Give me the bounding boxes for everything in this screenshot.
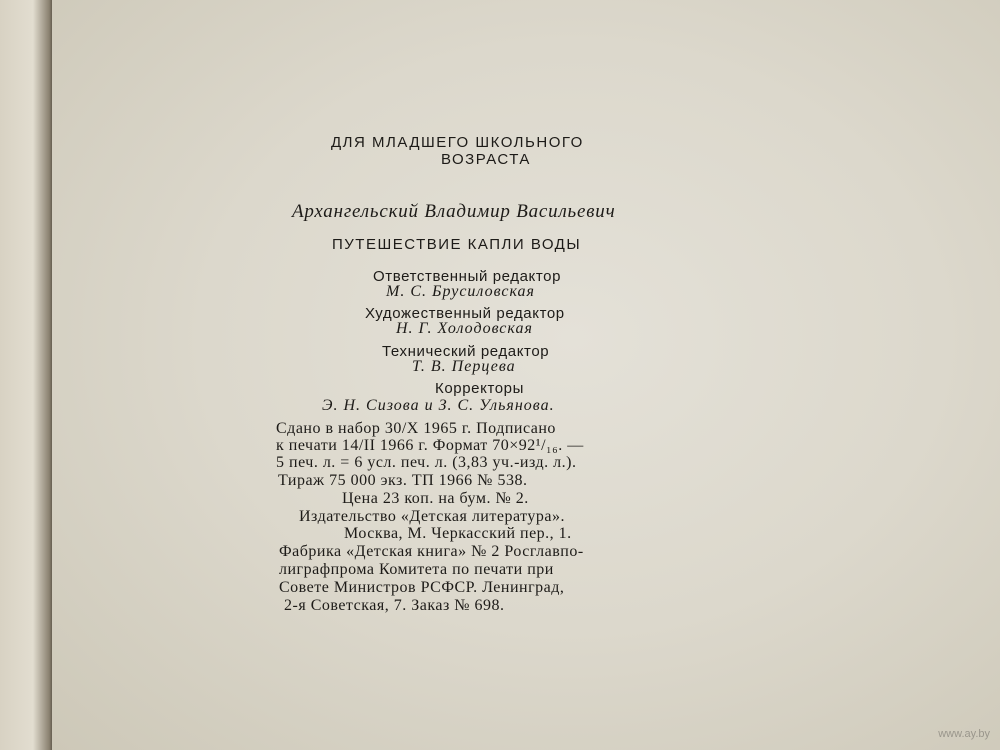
credit-role-1: Ответственный редактор	[373, 268, 562, 285]
audience-line-1: ДЛЯ МЛАДШЕГО ШКОЛЬНОГО	[331, 134, 584, 151]
imprint-line-8: Фабрика «Детская книга» № 2 Росглавпо-	[279, 543, 584, 560]
imprint-line-11: 2-я Советская, 7. Заказ № 698.	[284, 597, 505, 614]
credit-name-3: Т. В. Перцева	[412, 358, 516, 375]
credit-role-2: Художественный редактор	[365, 305, 565, 322]
credit-name-2: Н. Г. Холодовская	[396, 320, 533, 337]
imprint-line-4: Тираж 75 000 экз. ТП 1966 № 538.	[278, 472, 528, 489]
credit-role-3: Технический редактор	[382, 343, 550, 360]
credit-name-1: М. С. Брусиловская	[386, 283, 535, 300]
imprint-line-10: Совете Министров РСФСР. Ленинград,	[279, 579, 565, 596]
imprint-line-2: к печати 14/II 1966 г. Формат 70×92¹/₁₆. —	[276, 437, 584, 454]
imprint-line-9: лиграфпрома Комитета по печати при	[279, 561, 554, 578]
imprint-line-7: Москва, М. Черкасский пер., 1.	[344, 525, 572, 542]
imprint-line-5: Цена 23 коп. на бум. № 2.	[342, 490, 529, 507]
book-page	[52, 0, 1000, 750]
watermark: www.ay.by	[938, 728, 990, 740]
audience-line-2: ВОЗРАСТА	[441, 151, 531, 168]
author-name: Архангельский Владимир Васильевич	[292, 201, 616, 222]
imprint-line-3: 5 печ. л. = 6 усл. печ. л. (3,83 уч.-изд. л.).	[276, 454, 577, 471]
credit-role-4: Корректоры	[435, 380, 525, 397]
imprint-line-6: Издательство «Детская литература».	[299, 508, 566, 525]
book-title: ПУТЕШЕСТВИЕ КАПЛИ ВОДЫ	[332, 236, 582, 253]
imprint-line-1: Сдано в набор 30/X 1965 г. Подписано	[276, 420, 556, 437]
credit-name-4: Э. Н. Сизова и З. С. Ульянова.	[322, 397, 555, 414]
book-spine-edge	[0, 0, 60, 750]
